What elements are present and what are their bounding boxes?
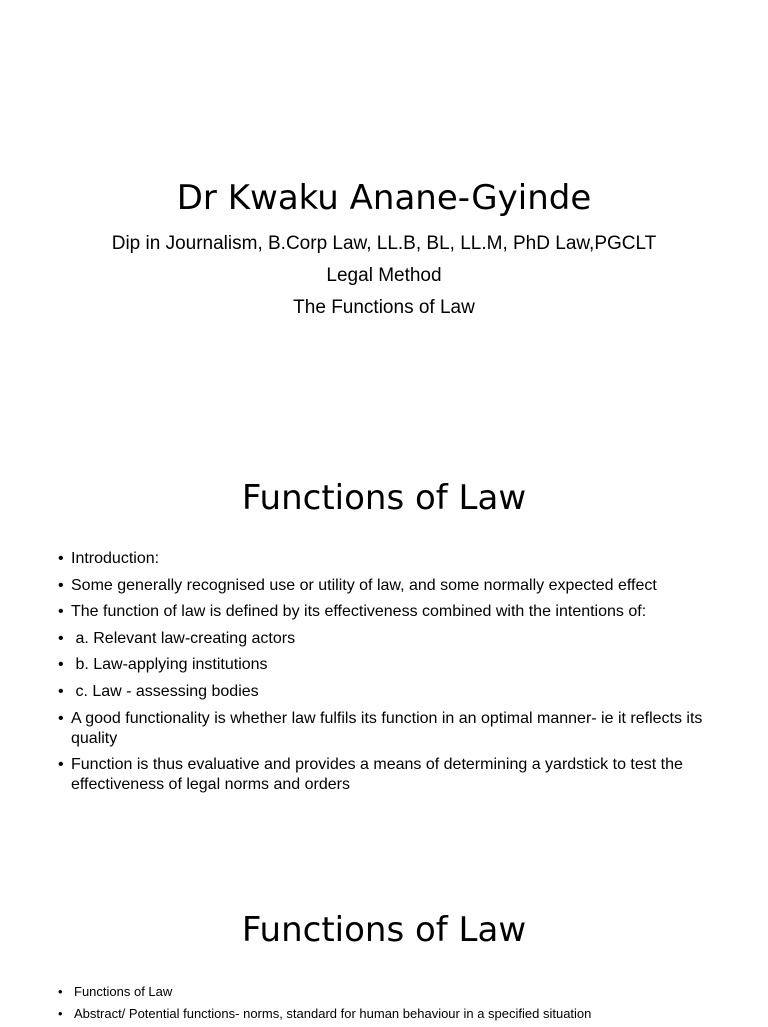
list-item: • A good functionality is whether law fulfils its function in an optimal manner- ie it reflects its quality (58, 709, 703, 747)
bullet-icon: • (58, 629, 64, 647)
bullet-icon: • (58, 682, 64, 700)
list-item: • Introduction: (58, 550, 160, 567)
bullet-icon: • (58, 576, 64, 594)
bullet-icon: • (58, 603, 64, 621)
topic-line: The Functions of Law (293, 297, 475, 318)
bullet-icon: • (58, 984, 63, 999)
list-item: • Abstract/ Potential functions- norms, standard for human behaviour in a specified situation (58, 1006, 592, 1021)
bullet-icon: • (58, 656, 64, 674)
course-line: Legal Method (326, 265, 442, 286)
bullet-list (58, 983, 718, 1027)
list-item: • a. Relevant law-creating actors (58, 629, 296, 647)
bullet-icon: • (58, 550, 64, 567)
list-item: • c. Law - assessing bodies (58, 682, 259, 700)
bullet-list (58, 549, 718, 802)
list-item: • Some generally recognised use or utility of law, and some normally expected effect (58, 576, 657, 594)
list-item: • b. Law-applying institutions (58, 656, 268, 674)
functions-slide (0, 432, 768, 864)
credentials-line: Dip in Journalism, B.Corp Law, LL.B, BL, LL.M, PhD Law,PGCLT (111, 233, 657, 254)
list-item: • The function of law is defined by its effectiveness combined with the intentions of: (58, 603, 647, 621)
list-item: • Functions of Law (58, 984, 173, 999)
functions-slide-2 (0, 864, 768, 1024)
subtitle-block (0, 228, 768, 324)
bullet-icon: • (58, 1006, 63, 1021)
bullet-icon: • (58, 756, 64, 774)
slide-title: Functions of Law (241, 478, 527, 518)
list-item: • Function is thus evaluative and provides a means of determining a yardstick to test the effectiveness of legal norms and orders (58, 756, 683, 794)
bullet-icon: • (58, 709, 64, 727)
slide-title: Functions of Law (241, 910, 527, 950)
presenter-name: Dr Kwaku Anane-Gyinde (176, 178, 592, 218)
title-slide (0, 0, 768, 432)
